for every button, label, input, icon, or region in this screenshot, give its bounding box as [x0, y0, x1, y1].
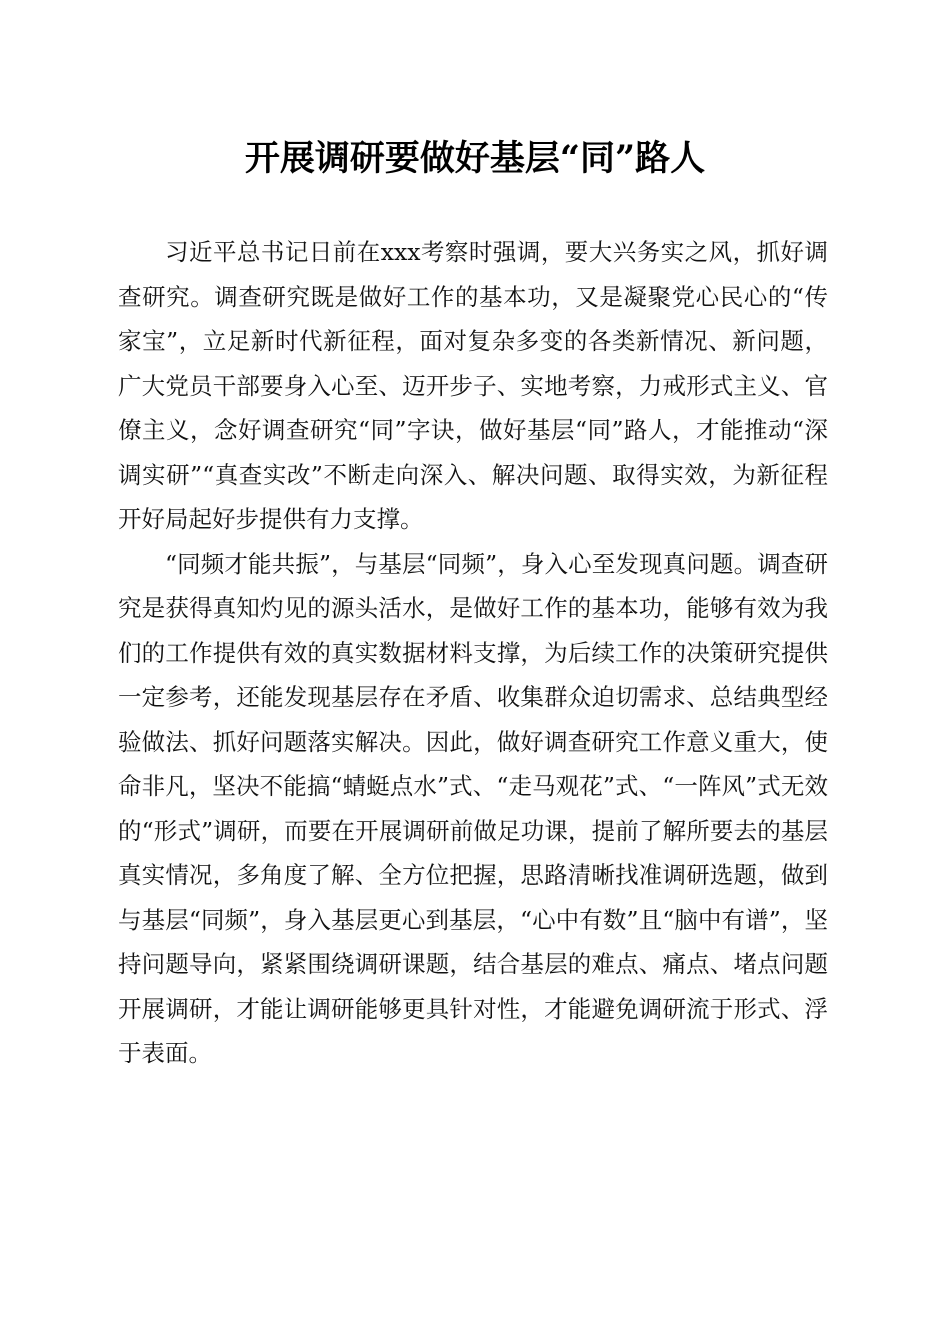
paragraph-2: “同频才能共振”，与基层“同频”，身入心至发现真问题。调查研究是获得真知灼见的源头活水，是做好工作的基本功，能够有效为我们的工作提供有效的真实数据材料支撑，为后续工作的决策研究提供一定参考，还能发现基层存在矛盾、收集群众迫切需求、总结典型经验做法、抓好问题落实解决。因此，做好调查研究工作意义重大，使命非凡，坚决不能搞“蜻蜓点水”式、“走马观花”式、“一阵风”式无效的“形式”调研，而要在开展调研前做足功课，提前了解所要去的基层真实情况，多角度了解、全方位把握，思路清晰找准调研选题，做到与基层“同频”，身入基层更心到基层，“心中有数”且“脑中有谱”，坚持问题导向，紧紧围绕调研课题，结合基层的难点、痛点、堵点问题开展调研，才能让调研能够更具针对性，才能避免调研流于形式、浮于表面。: [118, 549, 828, 1067]
paragraph-1: 习近平总书记日前在xxx考察时强调，要大兴务实之风，抓好调查研究。调查研究既是做好工作的基本功，又是凝聚党心民心的“传家宝”，立足新时代新征程，面对复杂多变的各类新情况、新问题，广大党员干部要身入心至、迈开步子、实地考察，力戒形式主义、官僚主义，念好调查研究“同”字诀，做好基层“同”路人，才能推动“深调实研”“真查实改”不断走向深入、解决问题、取得实效，为新征程开好局起好步提供有力支撑。: [118, 238, 828, 533]
document-body: [118, 230, 828, 1076]
document-title: 开展调研要做好基层“同”路人: [244, 138, 706, 179]
